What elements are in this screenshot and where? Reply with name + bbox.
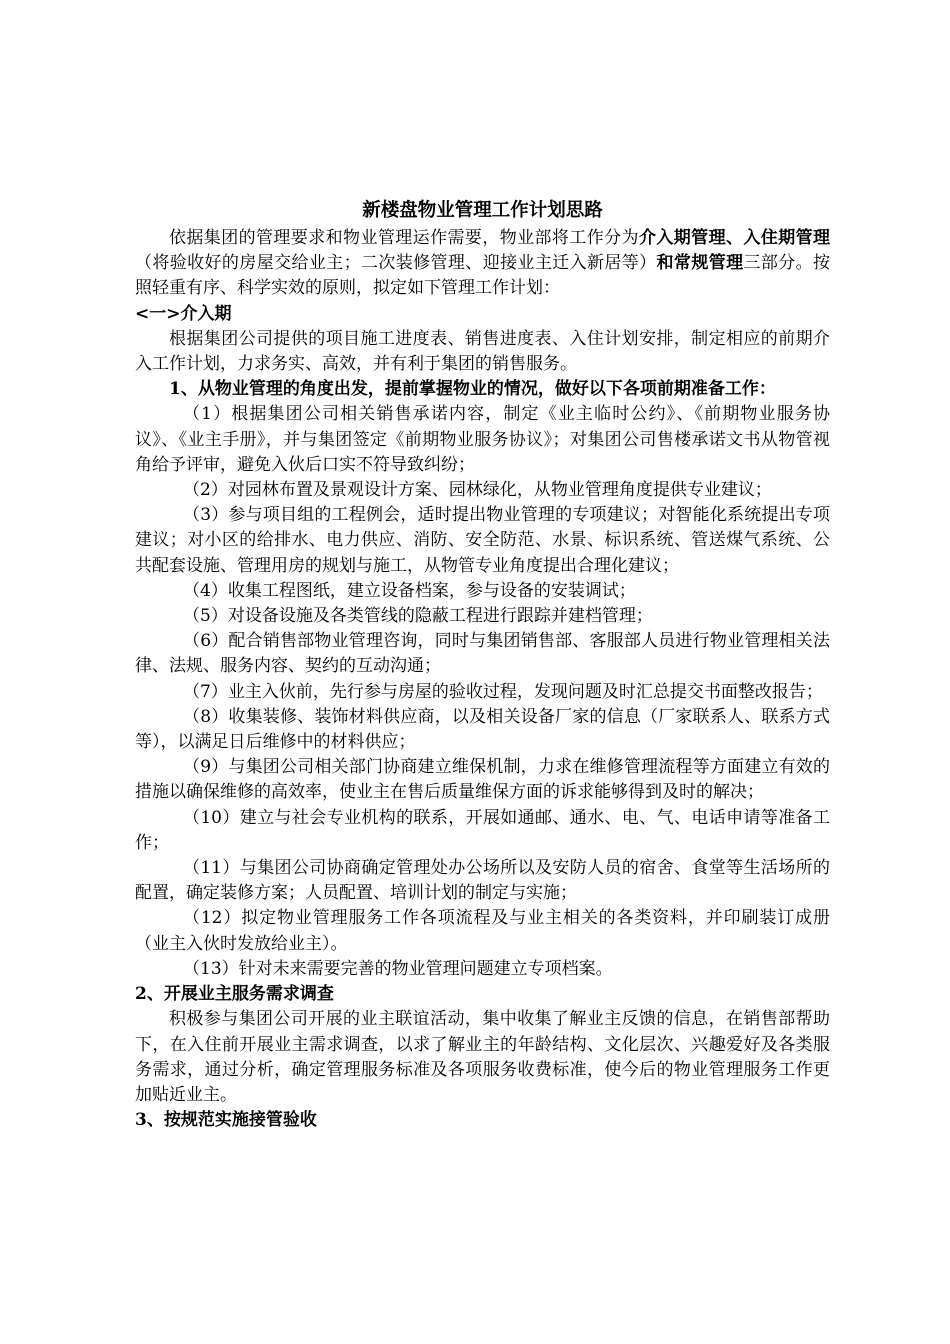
list-item: （9）与集团公司相关部门协商建立维保机制，力求在维修管理流程等方面建立有效的措施以确保维修的高效率，使业主在售后质量维保方面的诉求能够得到及时的解决； bbox=[135, 757, 830, 803]
item2-paragraph: 积极参与集团公司开展的业主联谊活动，集中收集了解业主反馈的信息，在销售部帮助下，在入住前开展业主需求调查，以求了解业主的年龄结构、文化层次、兴趣爱好及各类服务需求，通过分析，确定管理服务标准及各项服务收费标准，使今后的物业管理服务工作更加贴近业主。 bbox=[135, 1009, 830, 1105]
list-item: （12）拟定物业管理服务工作各项流程及与业主相关的各类资料，并印刷装订成册（业主入伙时发放给业主）。 bbox=[135, 908, 830, 954]
list-item: （13）针对未来需要完善的物业管理问题建立专项档案。 bbox=[183, 958, 613, 979]
document-body bbox=[135, 196, 830, 1133]
section1-intro: 根据集团公司提供的项目施工进度表、销售进度表、入住计划安排，制定相应的前期介入工作计划，力求务实、高效，并有利于集团的销售服务。 bbox=[135, 328, 830, 375]
list-item: （2）对园林布置及景观设计方案、园林绿化，从物业管理角度提供专业建议； bbox=[183, 480, 772, 501]
intro-paragraph bbox=[135, 226, 830, 302]
intro-text-2: （将验收好的房屋交给业主；二次装修管理、迎接业主迁入新居等） bbox=[135, 253, 657, 274]
list-item: （5）对设备设施及各类管线的隐蔽工程进行跟踪并建档管理； bbox=[183, 606, 653, 627]
list-item: （3）参与项目组的工程例会，适时提出物业管理的专项建议；对智能化系统提出专项建议；对小区的给排水、电力供应、消防、安全防范、水景、标识系统、管送煤气系统、公共配套设施、管理用房的规划与施工，从物管专业角度提出合理化建议； bbox=[135, 505, 830, 576]
list-item: （10）建立与社会专业机构的联系，开展如通邮、通水、电、气、电话申请等准备工作； bbox=[135, 807, 830, 853]
item3-heading: 3、按规范实施接管验收 bbox=[135, 1110, 317, 1131]
list-item: （4）收集工程图纸，建立设备档案，参与设备的安装调试； bbox=[183, 580, 636, 601]
document-title: 新楼盘物业管理工作计划思路 bbox=[362, 200, 603, 221]
list-item: （7）业主入伙前，先行参与房屋的验收过程，发现问题及时汇总提交书面整改报告； bbox=[183, 681, 823, 702]
item1-heading: 1、从物业管理的角度出发，提前掌握物业的情况，做好以下各项前期准备工作： bbox=[169, 379, 776, 400]
intro-text-1: 依据集团的管理要求和物业管理运作需要，物业部将工作分为 bbox=[169, 228, 639, 248]
intro-bold-2: 和常规管理 bbox=[656, 253, 744, 274]
list-item: （6）配合销售部物业管理咨询，同时与集团销售部、客服部人员进行物业管理相关法律、法规、服务内容、契约的互动沟通； bbox=[135, 631, 830, 677]
list-item: （8）收集装修、装饰材料供应商，以及相关设备厂家的信息（厂家联系人、联系方式等），以满足日后维修中的材料供应； bbox=[135, 706, 830, 753]
intro-bold-1: 介入期管理、入住期管理 bbox=[638, 228, 831, 248]
list-item: （11）与集团公司协商确定管理处办公场所以及安防人员的宿舍、食堂等生活场所的配置，确定装修方案；人员配置、培训计划的制定与实施； bbox=[135, 858, 830, 904]
list-item: （1）根据集团公司相关销售承诺内容，制定《业主临时公约》、《前期物业服务协议》、《业主手册》，并与集团签定《前期物业服务协议》；对集团公司售楼承诺文书从物管视角给予评审，避免入伙后口实不符导致纠纷； bbox=[135, 404, 830, 475]
section1-heading: <一>介入期 bbox=[135, 303, 232, 324]
intro-text-3: 三部分。按照轻重有序、科学实效的原则，拟定如下管理工作计划： bbox=[135, 253, 831, 299]
item2-heading: 2、开展业主服务需求调查 bbox=[135, 984, 334, 1005]
